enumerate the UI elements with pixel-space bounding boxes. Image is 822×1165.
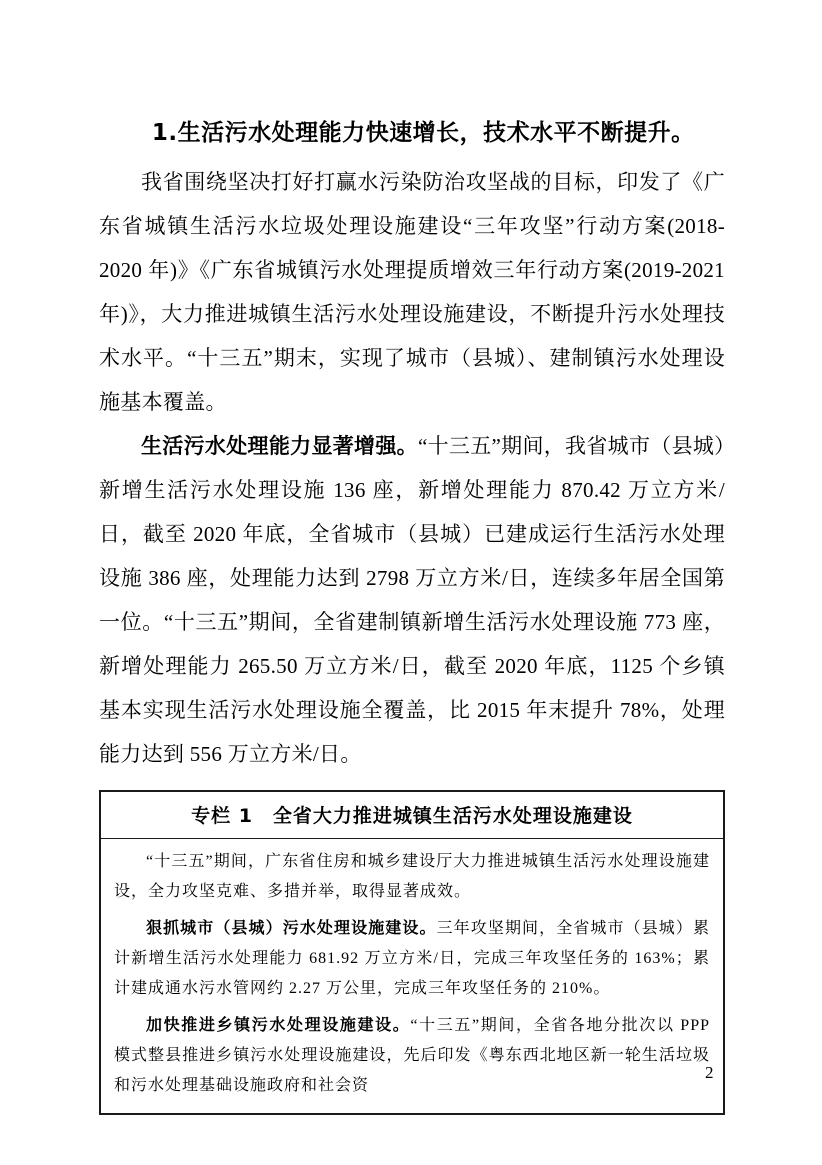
body-paragraph-2-lead: 生活污水处理能力显著增强。 — [141, 434, 418, 458]
body-paragraph-1-text: 我省围绕坚决打好打赢水污染防治攻坚战的目标，印发了《广东省城镇生活污水垃圾处理设施建设“三年攻坚”行动方案(2018-2020 年)》《广东省城镇污水处理提质增效三年行动方案(2019-2021 年)》，大力推进城镇生活污水处理设施建设，不断提升污水处理技术水平。“十三五”期末，实现了城市（县城）、建制镇污水处理设施基本覆盖。 — [99, 170, 725, 414]
callout-paragraph-2 — [114, 914, 710, 1004]
content-column — [99, 116, 725, 1115]
callout-box — [99, 790, 725, 1115]
callout-paragraph-2-text: 三年攻坚期间，全省城市（县城）累计新增生活污水处理能力 681.92 万立方米/日，完成三年攻坚任务的 163%；累计建成通水污水管网约 2.27 万公里，完成三年攻坚任务的 210%。 — [114, 920, 710, 997]
callout-paragraph-3 — [114, 1011, 710, 1101]
body-paragraph-2 — [99, 424, 725, 776]
callout-box-body — [101, 839, 723, 1113]
body-paragraph-2-text: “十三五”期间，我省城市（县城）新增生活污水处理设施 136 座，新增处理能力 870.42 万立方米/日，截至 2020 年底，全省城市（县城）已建成运行生活污水处理设施 386 座，处理能力达到 2798 万立方米/日，连续多年居全国第一位。“十三五”期间，全省建制镇新增生活污水处理设施 773 座，新增处理能力 265.50 万立方米/日，截至 2020 年底，1125 个乡镇基本实现生活污水处理设施全覆盖，比 2015 年末提升 78%，处理能力达到 556 万立方米/日。 — [99, 434, 725, 766]
section-heading: 1.生活污水处理能力快速增长，技术水平不断提升。 — [151, 120, 695, 146]
callout-paragraph-2-lead: 狠抓城市（县城）污水处理设施建设。 — [146, 920, 437, 937]
callout-paragraph-3-text: “十三五”期间，全省各地分批次以 PPP 模式整县推进乡镇污水处理设施建设，先后印发《粤东西北地区新一轮生活垃圾和污水处理基础设施政府和社会资 — [114, 1017, 710, 1094]
callout-box-title: 专栏 1 全省大力推进城镇生活污水处理设施建设 — [101, 792, 723, 839]
callout-paragraph-1 — [114, 847, 710, 907]
body-paragraph-1 — [99, 160, 725, 424]
page-number: 2 — [705, 1063, 714, 1082]
callout-paragraph-1-text: “十三五”期间，广东省住房和城乡建设厅大力推进城镇生活污水处理设施建设，全力攻坚克难、多措并举，取得显著成效。 — [114, 853, 710, 900]
callout-paragraph-3-lead: 加快推进乡镇污水处理设施建设。 — [146, 1017, 411, 1034]
